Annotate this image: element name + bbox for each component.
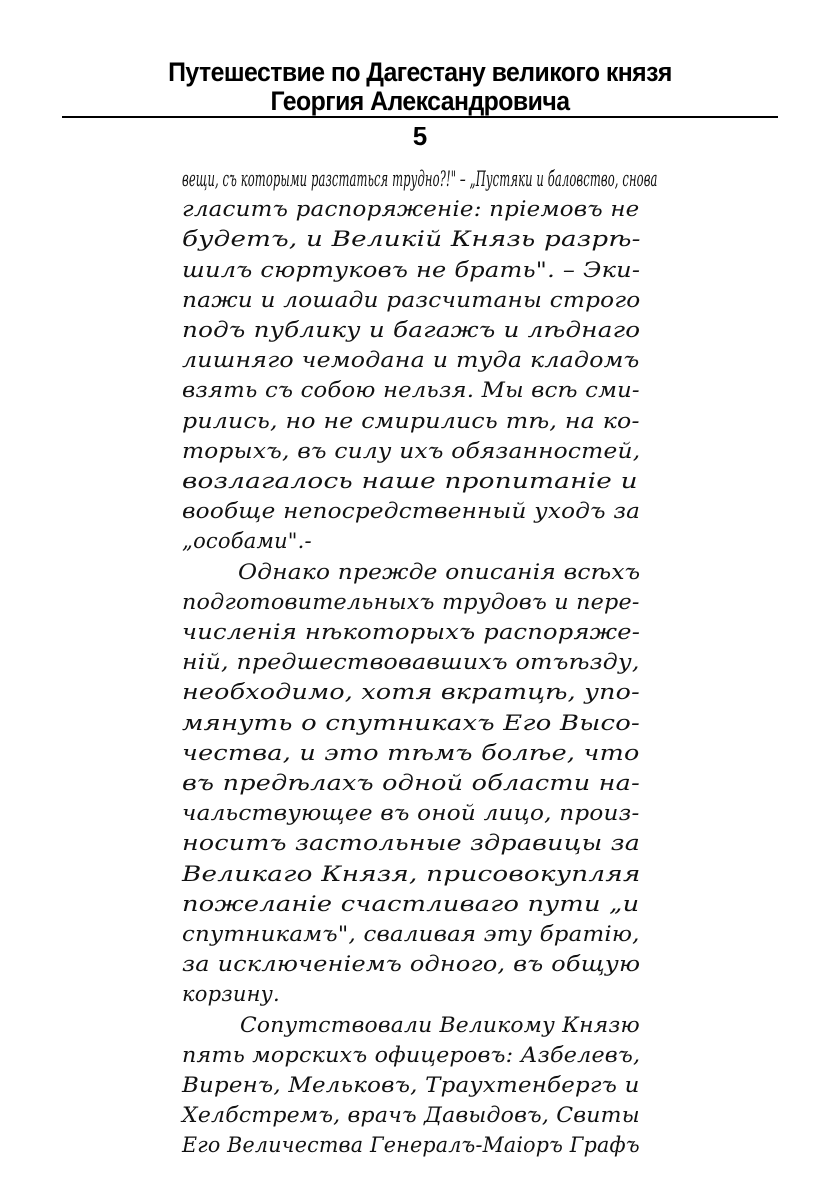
manuscript-line: пажи и лошади разсчитаны строго	[182, 287, 641, 312]
manuscript-line: Сопутствовали Великому Князю	[240, 1012, 640, 1037]
manuscript-line: Однако прежде описанія всѣхъ	[238, 559, 641, 584]
manuscript-line: шилъ сюртуковъ не брать". – Эки-	[182, 257, 641, 282]
manuscript-line: пожеланіе счастливаго пути „и	[182, 891, 640, 916]
manuscript-line: подготовительныхъ трудовъ и пере-	[182, 589, 640, 614]
manuscript-line: спутникамъ", сваливая эту братію,	[182, 922, 640, 946]
manuscript-line: необходимо, хотя вкратцѣ, упо-	[182, 680, 640, 705]
manuscript-line: рились, но не смирились тѣ, на ко-	[182, 408, 640, 433]
manuscript-line: будетъ, и Великій Князь разрѣ-	[182, 227, 641, 252]
manuscript-line: Его Величества Генералъ-Маіоръ Графъ	[182, 1133, 640, 1158]
manuscript-line: корзину.	[182, 982, 280, 1007]
manuscript-line: торыхъ, въ силу ихъ обязанностей,	[182, 438, 641, 463]
manuscript-line: въ предѣлахъ одной области на-	[182, 771, 640, 795]
manuscript-line: подъ публику и багажъ и лѣднаго	[182, 318, 641, 342]
manuscript-line: мянуть о спутникахъ Его Высо-	[182, 710, 641, 735]
manuscript-line: вообще непосредственный уходъ за	[182, 499, 641, 524]
manuscript-line: гласитъ распоряженіе: пріемовъ не	[182, 197, 640, 222]
manuscript-line: „особами".-	[182, 529, 312, 554]
manuscript-line: вещи, съ которыми разстаться трудно?!" – „Пустяки и баловство, снова	[182, 167, 658, 191]
manuscript-line: Виренъ, Мельковъ, Траухтенбергъ и	[182, 1073, 640, 1097]
manuscript-line: лишняго чемодана и туда кладомъ	[182, 348, 640, 373]
manuscript-line: возлагалось наше пропитаніе и	[182, 469, 638, 493]
manuscript-line: носитъ застольные здравицы за	[182, 831, 641, 856]
manuscript-line: чества, и это тѣмъ болѣе, что	[182, 740, 640, 765]
page-number: 5	[412, 121, 428, 151]
manuscript-line: взять съ собою нельзя. Мы всѣ сми-	[182, 378, 640, 403]
manuscript-line: чальствующее въ оной лицо, произ-	[182, 801, 640, 826]
manuscript-line: численія нѣкоторыхъ распоряже-	[182, 620, 641, 644]
manuscript-line: Великаго Князя, присовокупляя	[182, 861, 641, 886]
manuscript-line: ній, предшествовавшихъ отъѣзду,	[182, 650, 640, 675]
manuscript-line: Хелбстремъ, врачъ Давыдовъ, Свиты	[182, 1103, 640, 1128]
title-line-2: Георгия Александровича	[270, 86, 570, 116]
manuscript-line: за исключеніемъ одного, въ общую	[182, 952, 641, 977]
title-line-1: Путешествие по Дагестану великого князя	[168, 57, 672, 87]
manuscript-line: пять морскихъ офицеровъ: Азбелевъ,	[182, 1042, 641, 1067]
